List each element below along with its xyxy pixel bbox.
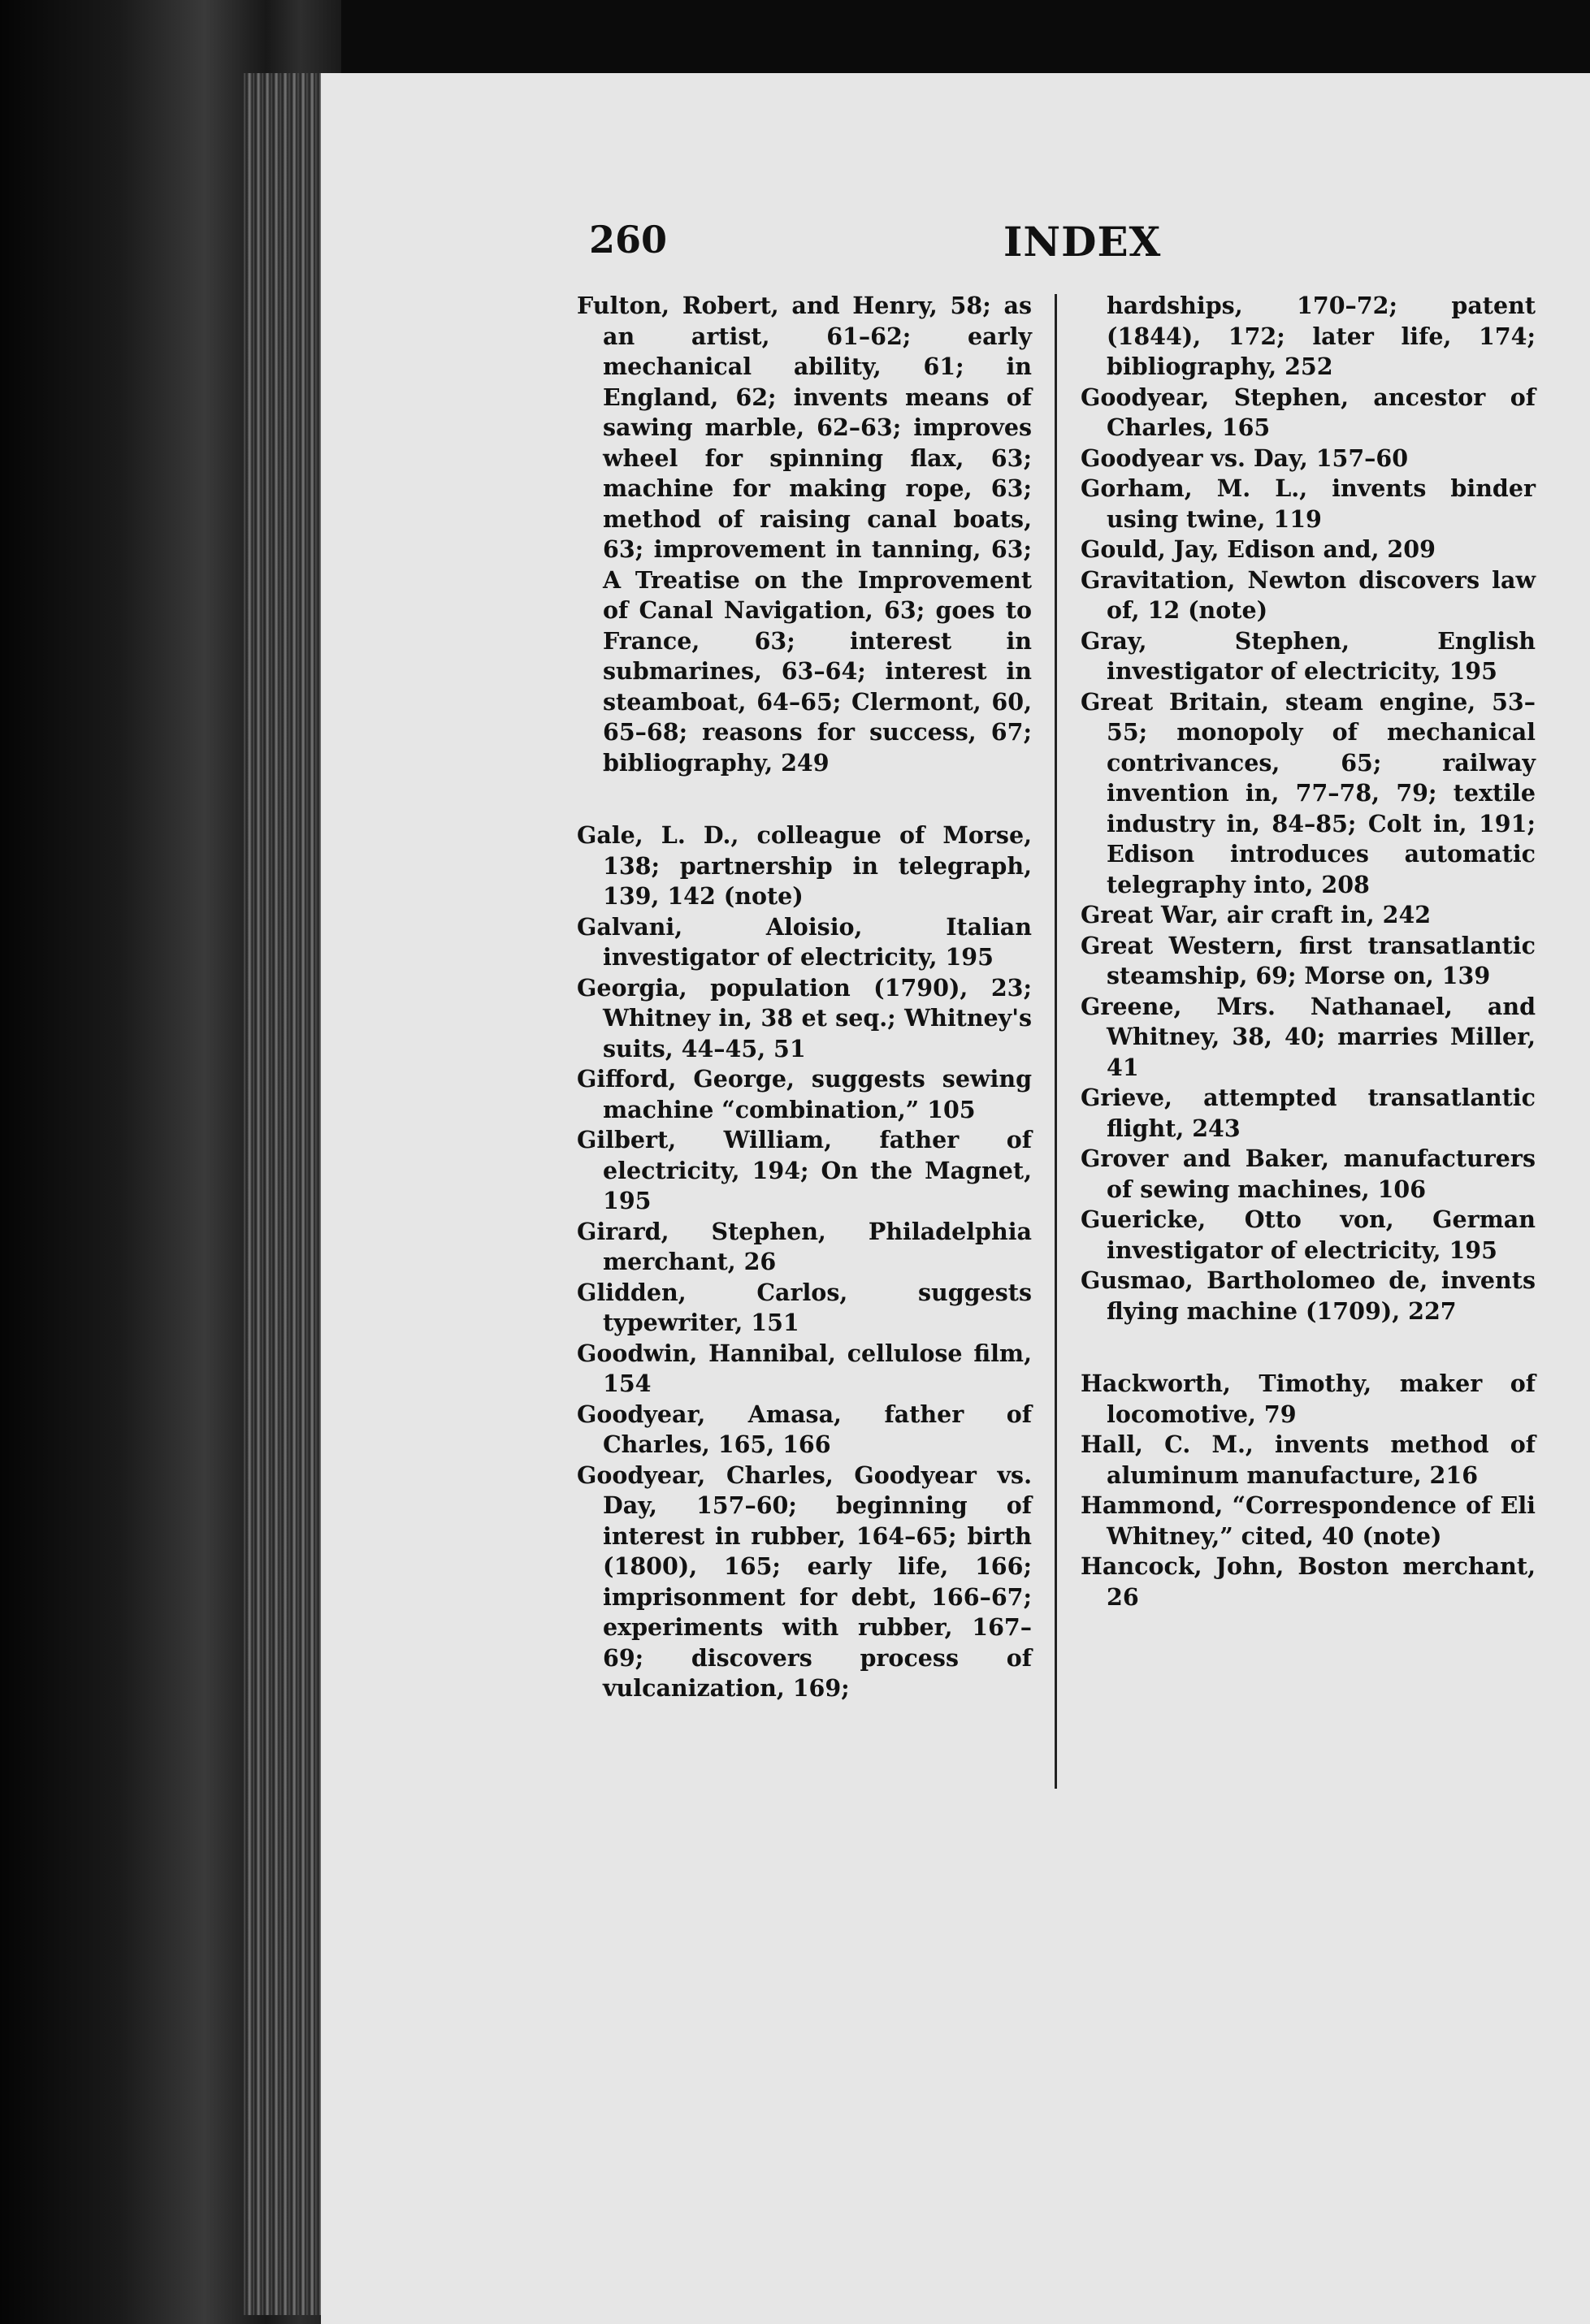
column-divider	[1055, 294, 1057, 1789]
index-entry: Hall, C. M., invents method of aluminum manufacture, 216	[1081, 1430, 1536, 1489]
index-entry: Girard, Stephen, Philadelphia merchant, 26	[577, 1217, 1032, 1275]
index-entry: Hackworth, Timothy, maker of locomotive, 79	[1081, 1370, 1536, 1428]
index-entry: Galvani, Aloisio, Italian investigator of electricity, 195	[577, 912, 1032, 971]
index-entry: Goodyear, Amasa, father of Charles, 165, 166	[577, 1400, 1032, 1458]
index-column-right	[1081, 291, 1536, 1612]
index-column-left	[577, 291, 1032, 1704]
index-entry: Gusmao, Bartholomeo de, invents flying machine (1709), 227	[1081, 1266, 1536, 1325]
index-entry: Gould, Jay, Edison and, 209	[1081, 535, 1436, 563]
index-entry: Gray, Stephen, English investigator of electricity, 195	[1081, 626, 1536, 685]
index-entry: Grieve, attempted transatlantic flight, 243	[1081, 1084, 1536, 1142]
index-entry: Greene, Mrs. Nathanael, and Whitney, 38, 40; marries Miller, 41	[1081, 992, 1536, 1081]
index-entry: Gilbert, William, father of electricity, 194; On the Magnet, 195	[577, 1126, 1032, 1214]
page-header	[321, 218, 1590, 275]
index-entry: Hancock, John, Boston merchant, 26	[1081, 1552, 1536, 1611]
index-entry: Gifford, George, suggests sewing machine “combination,” 105	[577, 1065, 1032, 1123]
letter-gap	[1081, 1326, 1536, 1369]
page-edges	[244, 73, 333, 2315]
index-entry: Great War, air craft in, 242	[1081, 901, 1432, 928]
index-entry: Georgia, population (1790), 23; Whitney in, 38 et seq.; Whitney's suits, 44–45, 51	[577, 973, 1032, 1062]
index-entry: Gale, L. D., colleague of Morse, 138; partnership in telegraph, 139, 142 (note)	[577, 821, 1032, 910]
index-entry: Great Western, first transatlantic steamship, 69; Morse on, 139	[1081, 931, 1536, 989]
index-entry: Gorham, M. L., invents binder using twine, 119	[1081, 474, 1536, 533]
page-number: 260	[589, 218, 668, 262]
running-head: INDEX	[1003, 218, 1162, 266]
book-page	[321, 73, 1590, 2324]
index-entry: Gravitation, Newton discovers law of, 12 (note)	[1081, 565, 1536, 624]
index-entry: Fulton, Robert, and Henry, 58; as an artist, 61–62; early mechanical ability, 61; in England, 62; invents means of sawing marble, 62–63; improves wheel for spinning flax, 63; machine for making rope, 63; method of raising canal boats, 63; improvement in tanning, 63; A Treatise on the Improvement of Canal Navigation, 63; goes to France, 63; interest in submarines, 63–64; interest in steamboat, 64–65; Clermont, 60, 65–68; reasons for success, 67; bibliography, 249	[577, 292, 1032, 777]
index-entry: Great Britain, steam engine, 53–55; monopoly of mechanical contrivances, 65; railway invention in, 77–78, 79; textile industry in, 84–85; Colt in, 191; Edison introduces automatic telegraphy into, 208	[1081, 687, 1536, 898]
index-entry: Goodyear, Stephen, ancestor of Charles, 165	[1081, 383, 1536, 441]
index-entry: Glidden, Carlos, suggests typewriter, 151	[577, 1278, 1032, 1336]
index-entry: Guericke, Otto von, German investigator of electricity, 195	[1081, 1205, 1536, 1264]
index-entry: Goodyear, Charles, Goodyear vs. Day, 157–60; beginning of interest in rubber, 164–65; birth (1800), 165; early life, 166; imprisonment for debt, 166–67; experiments with rubber, 167–69; discovers process of vulcanization, 169;	[577, 1461, 1032, 1702]
index-entry: Grover and Baker, manufacturers of sewing machines, 106	[1081, 1145, 1536, 1203]
index-entry: Goodwin, Hannibal, cellulose film, 154	[577, 1339, 1032, 1397]
index-entry: Goodyear vs. Day, 157–60	[1081, 444, 1409, 472]
index-entry-continued: hardships, 170–72; patent (1844), 172; later life, 174; bibliography, 252	[1107, 292, 1536, 380]
letter-gap	[577, 778, 1032, 820]
index-entry: Hammond, “Correspondence of Eli Whitney,” cited, 40 (note)	[1081, 1491, 1536, 1550]
